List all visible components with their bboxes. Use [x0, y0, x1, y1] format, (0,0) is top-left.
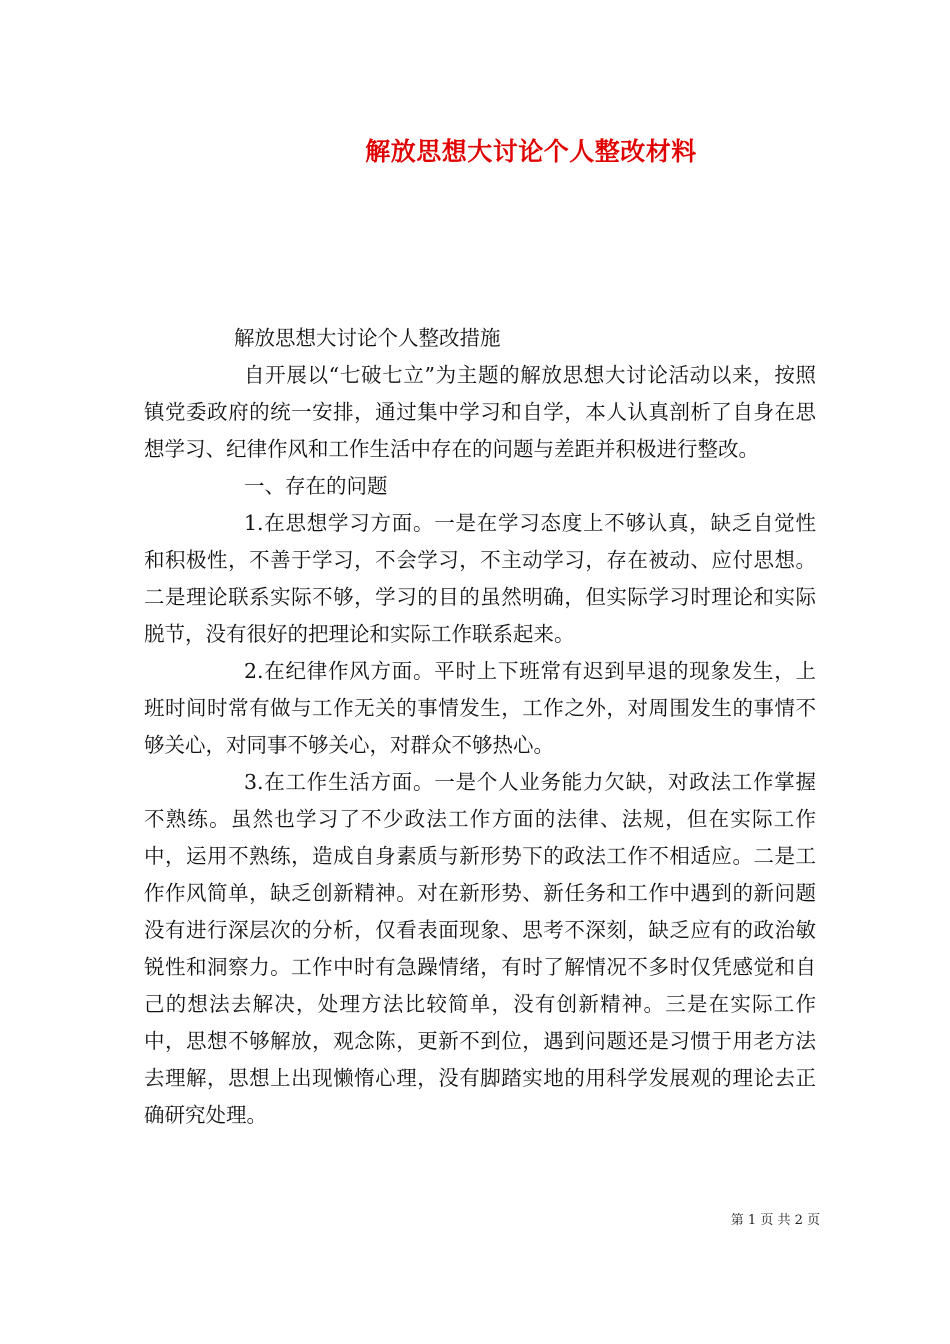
intro-paragraph: 自开展以“七破七立”为主题的解放思想大讨论活动以来，按照镇党委政府的统一安排，通过集中学习和自学，本人认真剖析了自身在思想学习、纪律作风和工作生活中存在的问题与差距并积极进行整改。 [144, 363, 816, 461]
section-heading: 一、存在的问题 [244, 474, 388, 498]
page-number-footer: 第 1 页 共 2 页 [730, 1213, 820, 1228]
document-body [144, 320, 816, 1134]
document-subtitle: 解放思想大讨论个人整改措施 [234, 326, 501, 350]
item-paragraph-3: 3.在工作生活方面。一是个人业务能力欠缺，对政法工作掌握不熟练。虽然也学习了不少政法工作方面的法律、法规，但在实际工作中，运用不熟练，造成自身素质与新形势下的政法工作不相适应。二是工作作风简单，缺乏创新精神。对在新形势、新任务和工作中遇到的新问题没有进行深层次的分析，仅看表面现象、思考不深刻，缺乏应有的政治敏锐性和洞察力。工作中时有急躁情绪，有时了解情况不多时仅凭感觉和自己的想法去解决，处理方法比较简单，没有创新精神。三是在实际工作中，思想不够解放，观念陈，更新不到位，遇到问题还是习惯于用老方法去理解，思想上出现懒惰心理，没有脚踏实地的用科学发展观的理论去正确研究处理。 [144, 770, 816, 1127]
item-paragraph-1: 1.在思想学习方面。一是在学习态度上不够认真，缺乏自觉性和积极性，不善于学习，不会学习，不主动学习，存在被动、应付思想。二是理论联系实际不够，学习的目的虽然明确，但实际学习时理论和实际脱节，没有很好的把理论和实际工作联系起来。 [144, 511, 816, 646]
document-title: 解放思想大讨论个人整改材料 [365, 137, 697, 166]
item-paragraph-2: 2.在纪律作风方面。平时上下班常有迟到早退的现象发生，上班时间时常有做与工作无关的事情发生，工作之外，对周围发生的事情不够关心，对同事不够关心，对群众不够热心。 [144, 659, 816, 757]
